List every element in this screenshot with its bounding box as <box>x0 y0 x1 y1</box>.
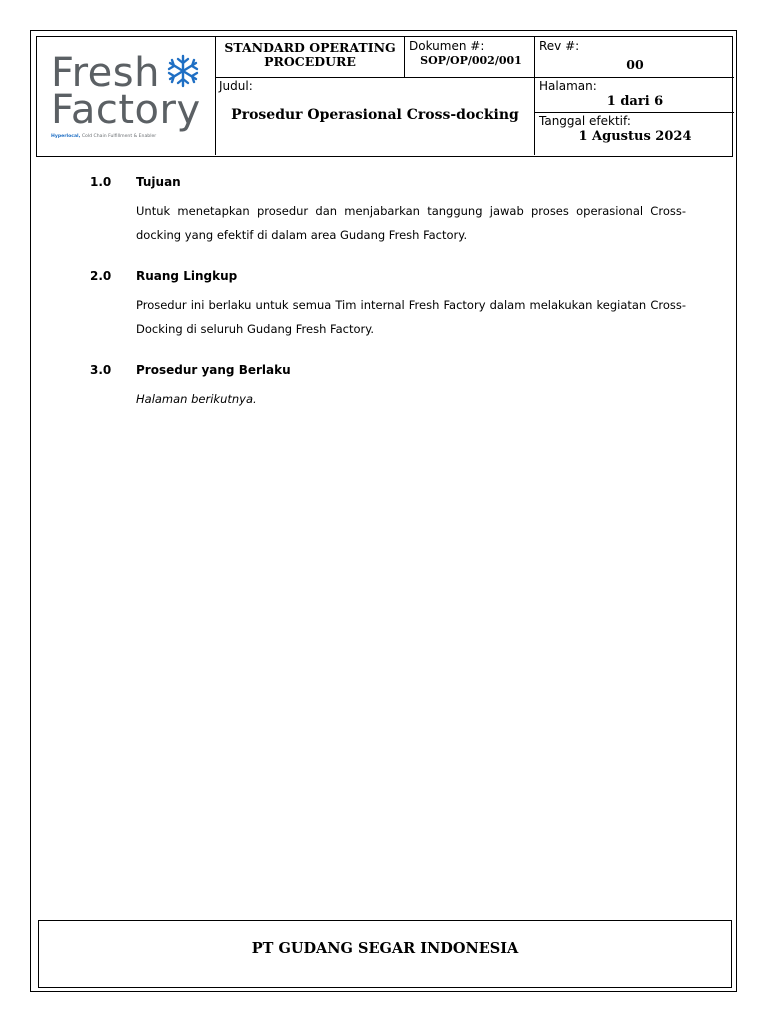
judul-label: Judul: <box>219 79 253 93</box>
dokumen-label: Dokumen #: <box>409 39 485 53</box>
tanggal-value: 1 Agustus 2024 <box>578 128 692 144</box>
judul-value: Prosedur Operasional Cross-docking <box>231 106 519 123</box>
dokumen-value: SOP/OP/002/001 <box>420 53 522 67</box>
tanggal-cell <box>539 115 731 144</box>
section-text: Halaman berikutnya. <box>136 392 257 406</box>
halaman-label: Halaman: <box>539 79 597 93</box>
section-text: Untuk menetapkan prosedur dan menjabarkan tanggung jawab proses operasional Cross-docking yang efektif di dalam area Gudang Fresh Factory. <box>136 204 686 242</box>
halaman-value: 1 dari 6 <box>606 93 664 109</box>
section-number: 3.0 <box>90 363 112 377</box>
logo-fresh-text: Fresh <box>51 50 160 96</box>
section-heading: Tujuan <box>136 175 181 189</box>
footer-company-name: PT GUDANG SEGAR INDONESIA <box>251 940 519 957</box>
section-heading: Prosedur yang Berlaku <box>136 363 291 377</box>
section-number: 1.0 <box>90 175 112 189</box>
snowflake-icon <box>165 54 201 88</box>
tanggal-label: Tanggal efektif: <box>539 114 631 128</box>
dokumen-cell <box>409 40 533 67</box>
section-heading: Ruang Lingkup <box>136 269 238 283</box>
rev-value: 00 <box>626 56 644 72</box>
logo-tagline: Hyperlocal, Cold Chain Fulfillment & Enabler <box>51 134 157 139</box>
judul-cell <box>219 80 531 152</box>
section-text: Prosedur ini berlaku untuk semua Tim internal Fresh Factory dalam melakukan kegiatan Cross-Docking di seluruh Gudang Fresh Factory. <box>136 298 686 336</box>
sop-title: STANDARD OPERATING PROCEDURE <box>224 40 396 70</box>
footer-box <box>38 920 732 988</box>
document-header-table <box>36 36 733 157</box>
rev-cell <box>539 40 731 72</box>
company-logo <box>37 37 215 155</box>
halaman-cell <box>539 80 731 109</box>
logo-factory-text: Factory <box>51 87 201 133</box>
rev-label: Rev #: <box>539 39 580 53</box>
section-number: 2.0 <box>90 269 112 283</box>
